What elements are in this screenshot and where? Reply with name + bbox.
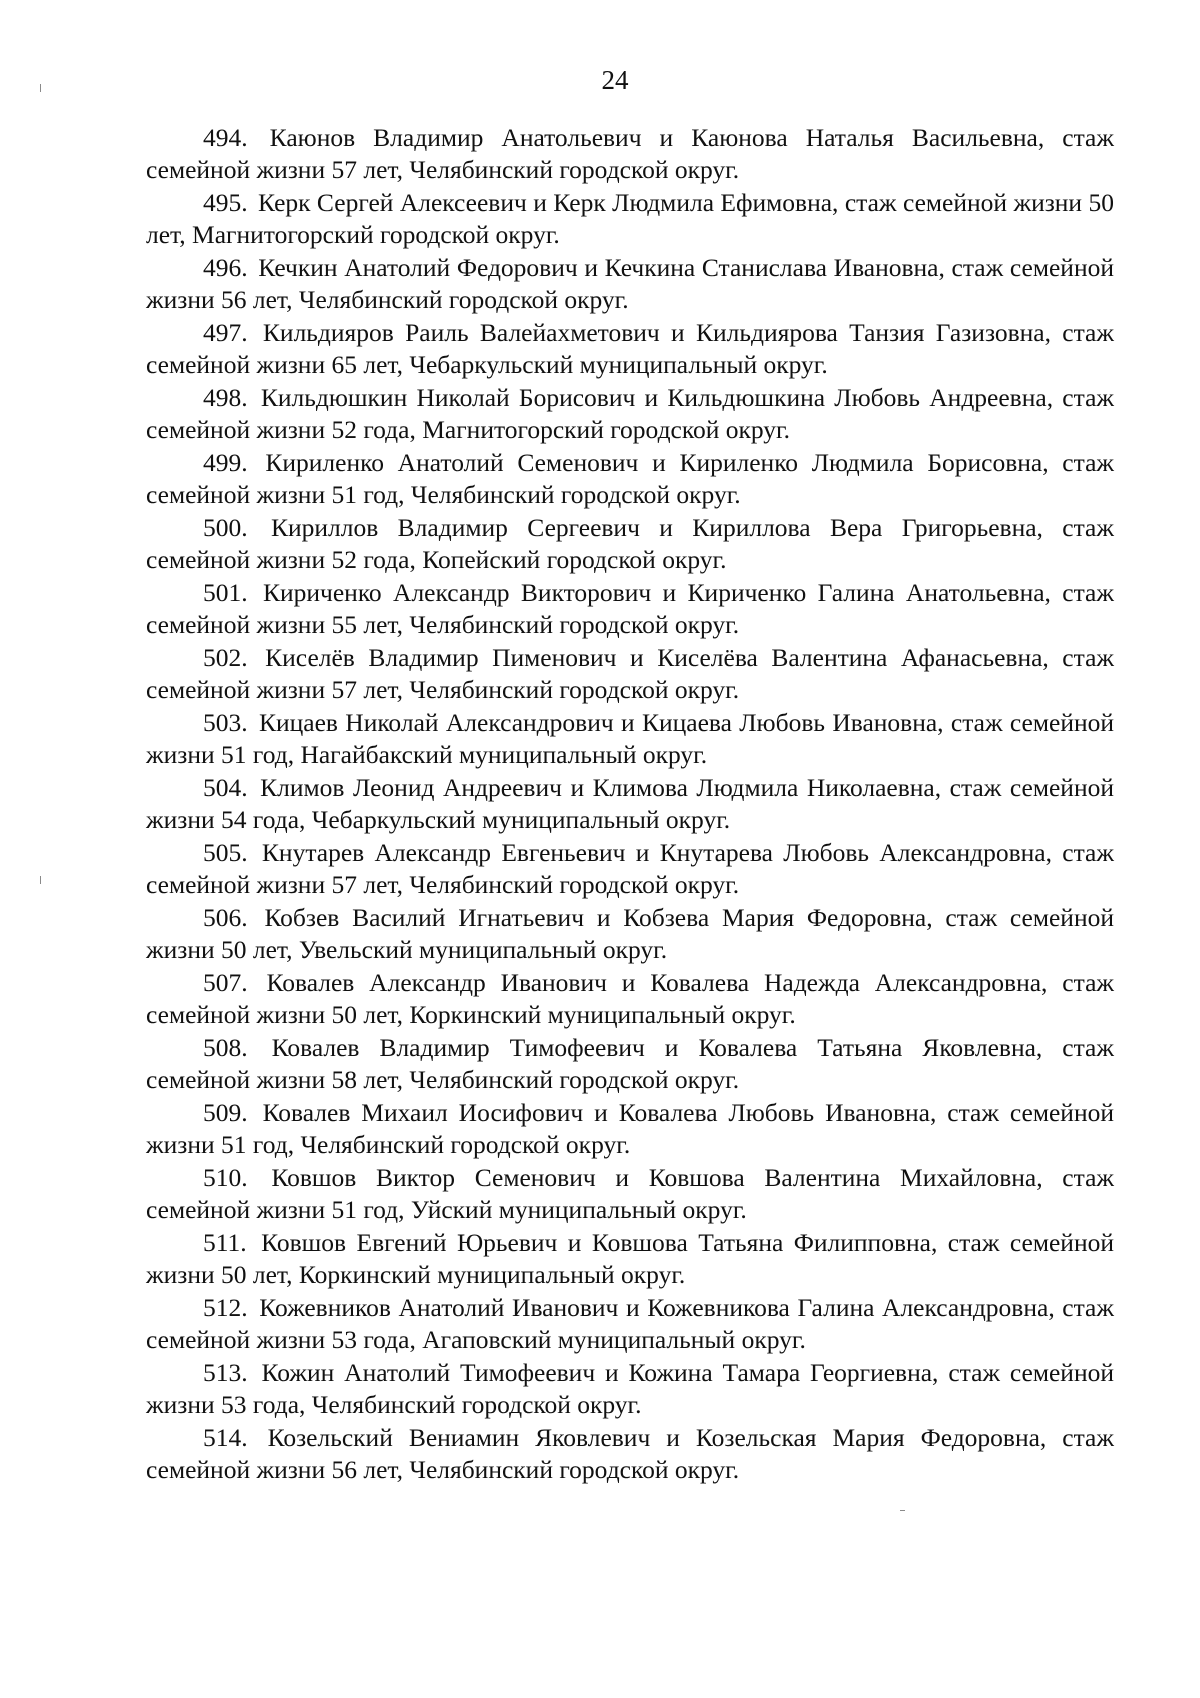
list-item	[146, 642, 1114, 706]
entry-text: Ковалев Александр Иванович и Ковалева Надежда Александровна, стаж семейной жизни 50 лет, Коркинский муниципальный округ.	[146, 968, 1115, 1029]
list-item	[146, 967, 1114, 1031]
list-item	[146, 447, 1114, 511]
entry-number: 500.	[203, 513, 248, 542]
entry-text: Кобзев Василий Игнатьевич и Кобзева Мария Федоровна, стаж семейной жизни 50 лет, Увельский муниципальный округ.	[146, 903, 1114, 964]
entry-number: 501.	[203, 578, 248, 607]
entry-number: 510.	[203, 1163, 248, 1192]
entry-number: 506.	[203, 903, 248, 932]
entry-number: 497.	[203, 318, 248, 347]
list-item	[146, 1097, 1114, 1161]
entry-text: Кириленко Анатолий Семенович и Кириленко Людмила Борисовна, стаж семейной жизни 51 год, Челябинский городской округ.	[146, 448, 1115, 509]
list-item	[146, 187, 1114, 251]
entry-text: Кечкин Анатолий Федорович и Кечкина Станислава Ивановна, стаж семейной жизни 56 лет, Челябинский городской округ.	[146, 253, 1114, 314]
entry-text: Климов Леонид Андреевич и Климова Людмила Николаевна, стаж семейной жизни 54 года, Чебаркульский муниципальный округ.	[146, 773, 1114, 834]
list-item	[146, 252, 1114, 316]
entry-number: 503.	[203, 708, 248, 737]
entry-text: Ковалев Владимир Тимофеевич и Ковалева Татьяна Яковлевна, стаж семейной жизни 58 лет, Челябинский городской округ.	[146, 1033, 1114, 1094]
entry-text: Киселёв Владимир Пименович и Киселёва Валентина Афанасьевна, стаж семейной жизни 57 лет, Челябинский городской округ.	[146, 643, 1115, 704]
list-item	[146, 1357, 1114, 1421]
entry-number: 499.	[203, 448, 248, 477]
list-item	[146, 707, 1114, 771]
entry-list	[146, 122, 1114, 1487]
scan-mark-left-middle	[40, 876, 41, 884]
entry-text: Козельский Вениамин Яковлевич и Козельская Мария Федоровна, стаж семейной жизни 56 лет, Челябинский городской округ.	[146, 1423, 1114, 1484]
entry-text: Кильдюшкин Николай Борисович и Кильдюшкина Любовь Андреевна, стаж семейной жизни 52 года, Магнитогорский городской округ.	[146, 383, 1115, 444]
list-item	[146, 1292, 1114, 1356]
entry-number: 498.	[203, 383, 248, 412]
list-item	[146, 317, 1114, 381]
list-item	[146, 902, 1114, 966]
list-item	[146, 577, 1114, 641]
entry-number: 511.	[203, 1228, 247, 1257]
list-item	[146, 1227, 1114, 1291]
list-item	[146, 1422, 1114, 1486]
page-number: 24	[601, 65, 629, 95]
scan-mark-bottom-right	[900, 1510, 905, 1511]
entry-number: 509.	[203, 1098, 248, 1127]
entry-text: Кожин Анатолий Тимофеевич и Кожина Тамара Георгиевна, стаж семейной жизни 53 года, Челябинский городской округ.	[146, 1358, 1115, 1419]
entry-number: 505.	[203, 838, 248, 867]
entry-number: 512.	[203, 1293, 248, 1322]
entry-number: 507.	[203, 968, 248, 997]
entry-text: Кириллов Владимир Сергеевич и Кириллова Вера Григорьевна, стаж семейной жизни 52 года, Копейский городской округ.	[146, 513, 1114, 574]
list-item	[146, 512, 1114, 576]
entry-number: 502.	[203, 643, 248, 672]
entry-text: Каюнов Владимир Анатольевич и Каюнова Наталья Васильевна, стаж семейной жизни 57 лет, Челябинский городской округ.	[146, 123, 1114, 184]
entry-text: Керк Сергей Алексеевич и Керк Людмила Ефимовна, стаж семейной жизни 50 лет, Магнитогорский городской округ.	[146, 188, 1114, 249]
entry-number: 508.	[203, 1033, 248, 1062]
entry-text: Ковшов Евгений Юрьевич и Ковшова Татьяна Филипповна, стаж семейной жизни 50 лет, Коркинский муниципальный округ.	[146, 1228, 1114, 1289]
entry-number: 514.	[203, 1423, 248, 1452]
entry-text: Кириченко Александр Викторович и Кириченко Галина Анатольевна, стаж семейной жизни 55 лет, Челябинский городской округ.	[146, 578, 1114, 639]
list-item	[146, 1032, 1114, 1096]
list-item	[146, 837, 1114, 901]
entry-text: Ковшов Виктор Семенович и Ковшова Валентина Михайловна, стаж семейной жизни 51 год, Уйский муниципальный округ.	[146, 1163, 1115, 1224]
list-item	[146, 1162, 1114, 1226]
list-item	[146, 382, 1114, 446]
list-item	[146, 772, 1114, 836]
entry-text: Кожевников Анатолий Иванович и Кожевникова Галина Александровна, стаж семейной жизни 53 года, Агаповский муниципальный округ.	[146, 1293, 1114, 1354]
list-item	[146, 122, 1114, 186]
entry-number: 513.	[203, 1358, 248, 1387]
entry-text: Ковалев Михаил Иосифович и Ковалева Любовь Ивановна, стаж семейной жизни 51 год, Челябинский городской округ.	[146, 1098, 1114, 1159]
entry-number: 496.	[203, 253, 248, 282]
entry-number: 495.	[203, 188, 248, 217]
entry-number: 504.	[203, 773, 248, 802]
entry-text: Кильдияров Раиль Валейахметович и Кильдиярова Танзия Газизовна, стаж семейной жизни 65 лет, Чебаркульский муниципальный округ.	[146, 318, 1114, 379]
entry-number: 494.	[203, 123, 248, 152]
entry-text: Кицаев Николай Александрович и Кицаева Любовь Ивановна, стаж семейной жизни 51 год, Нагайбакский муниципальный округ.	[146, 708, 1115, 769]
entry-text: Кнутарев Александр Евгеньевич и Кнутарева Любовь Александровна, стаж семейной жизни 57 лет, Челябинский городской округ.	[146, 838, 1114, 899]
